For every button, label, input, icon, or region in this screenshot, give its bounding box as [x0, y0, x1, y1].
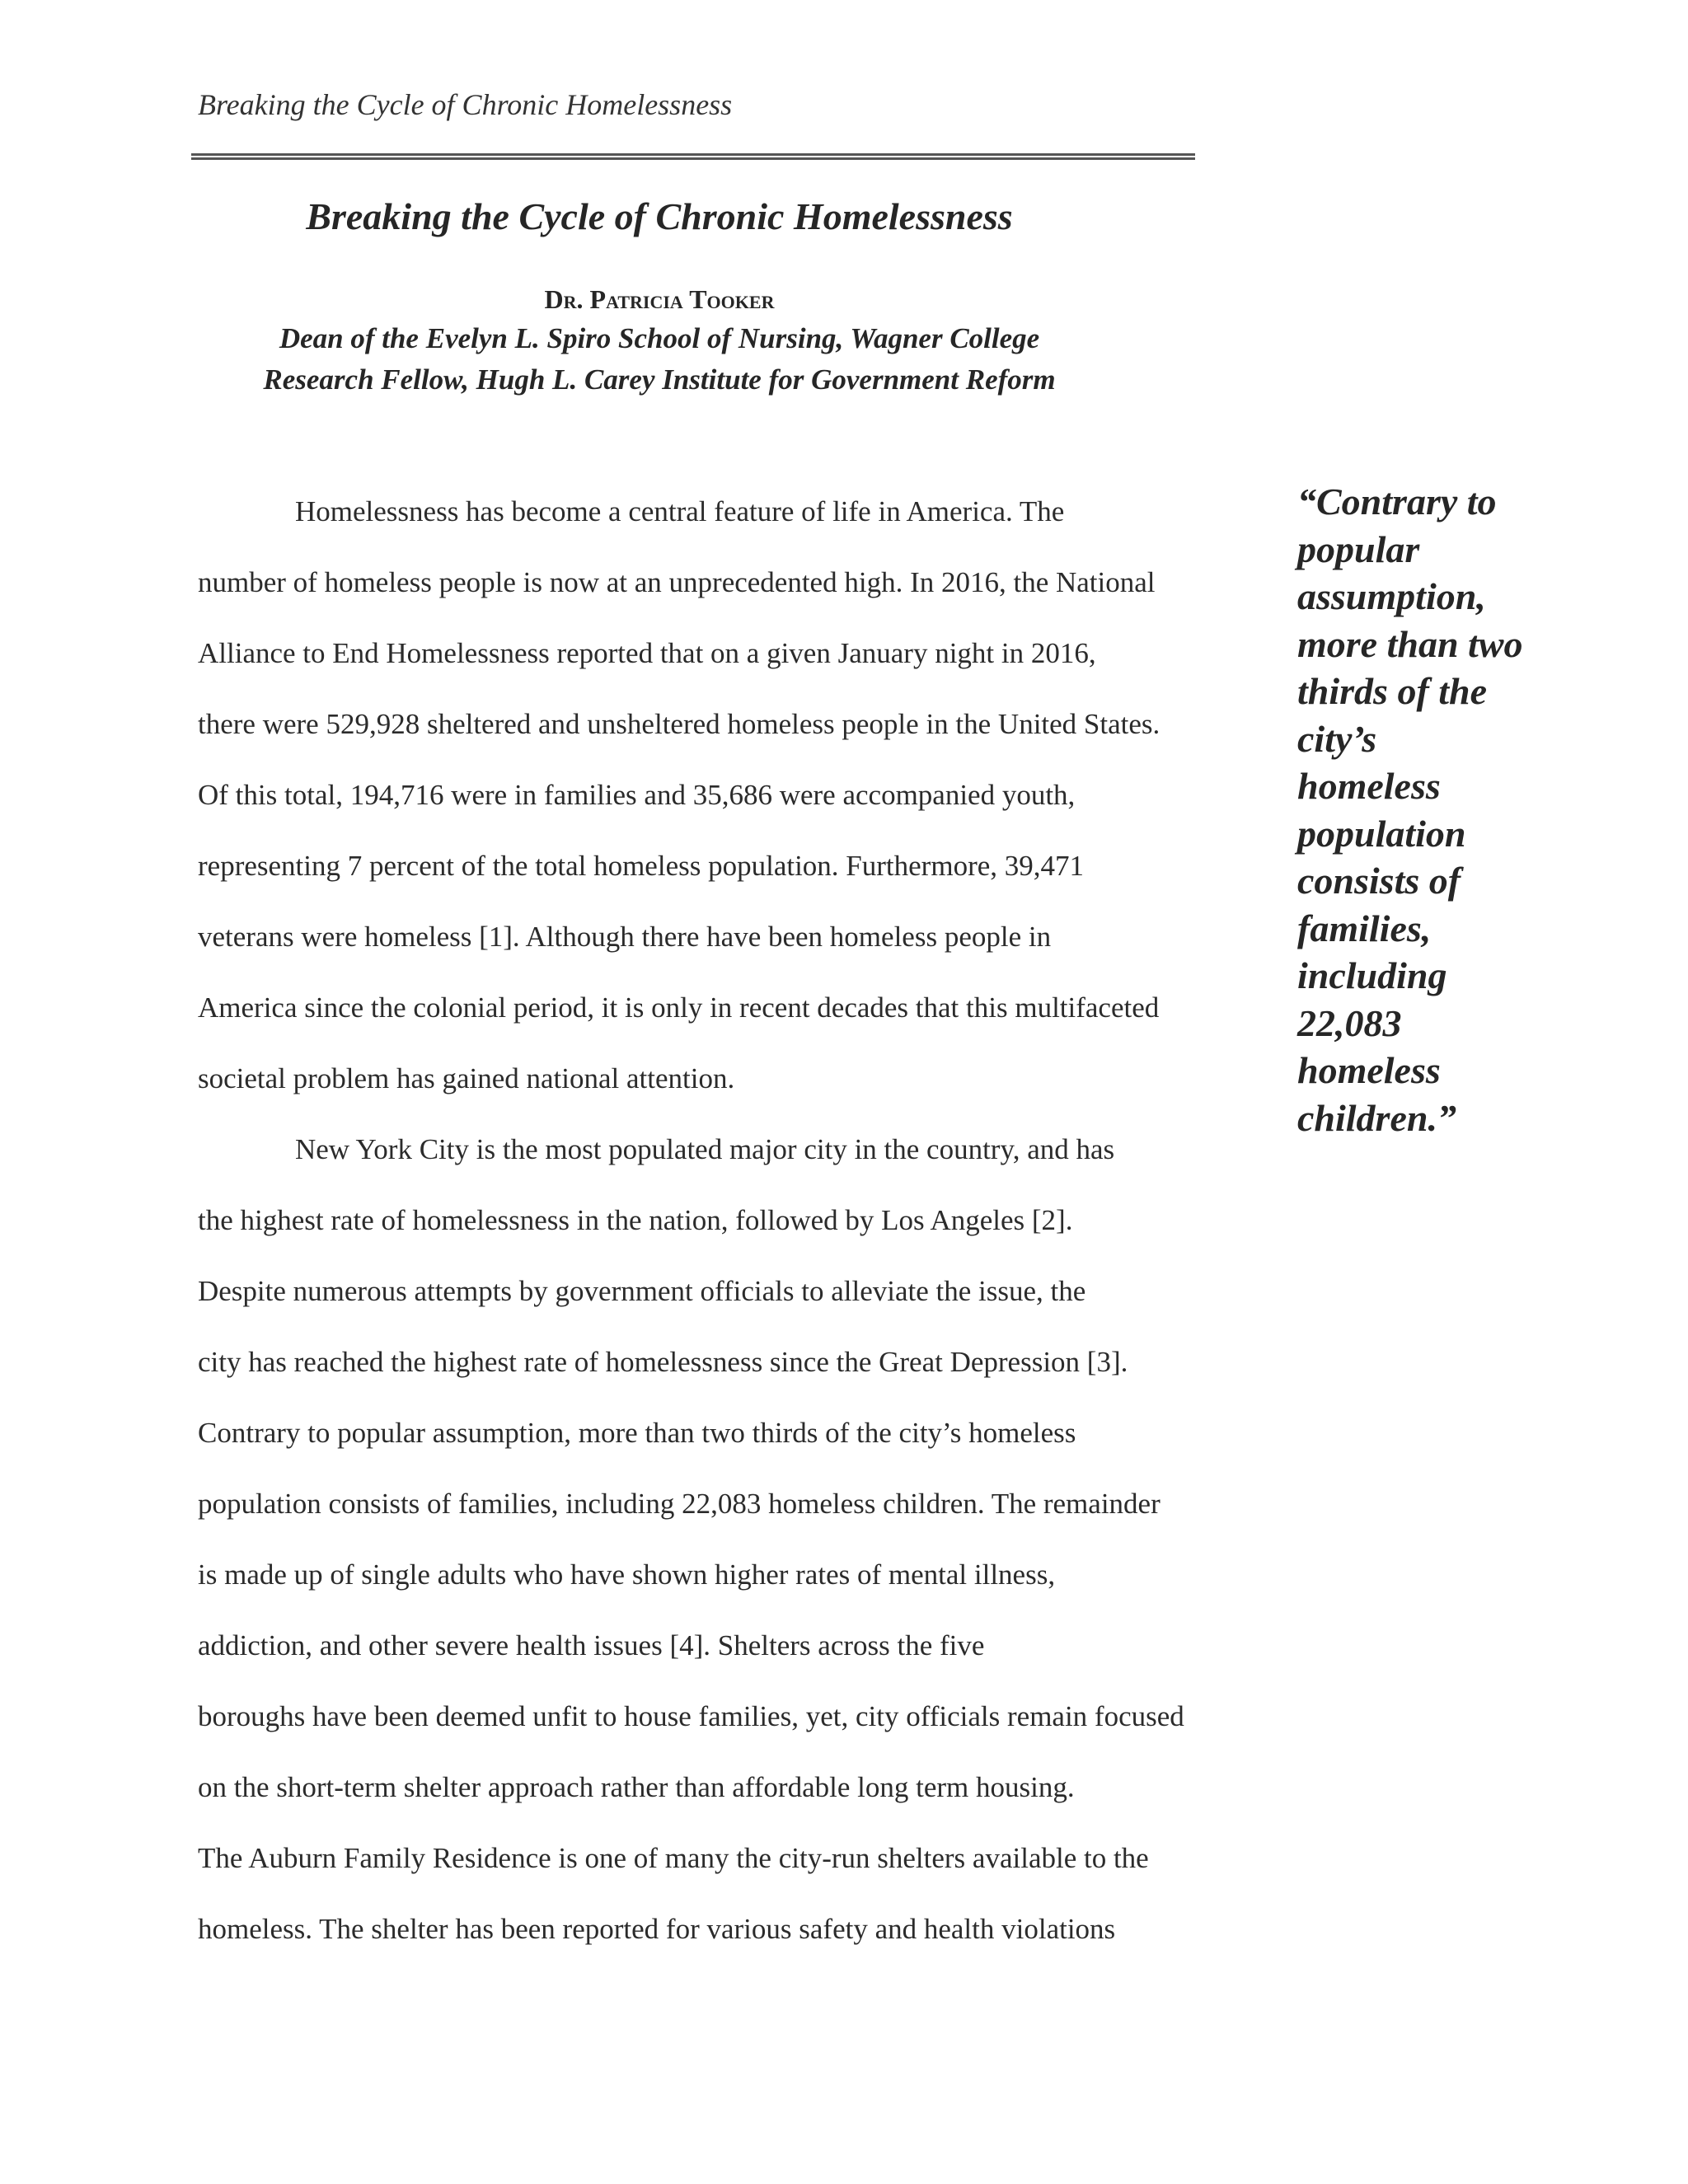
- author-block: [0, 280, 1319, 401]
- pull-quote-line: including: [1297, 954, 1447, 996]
- author-affiliation-1: Dean of the Evelyn L. Spiro School of Nursing, Wagner College: [279, 322, 1040, 354]
- body-line: Alliance to End Homelessness reported that on a given January night in 2016,: [198, 637, 1096, 669]
- body-line: America since the colonial period, it is only in recent decades that this multifaceted: [198, 991, 1160, 1024]
- body-line: Contrary to popular assumption, more than two thirds of the city’s homeless: [198, 1417, 1076, 1449]
- pull-quote-line: “Contrary to: [1297, 480, 1497, 523]
- article-body: [198, 476, 1236, 1965]
- header-double-rule: [191, 153, 1195, 160]
- body-line: addiction, and other severe health issues [4]. Shelters across the five: [198, 1629, 985, 1661]
- author-name: Dr. Patricia Tooker: [544, 284, 775, 314]
- body-line: veterans were homeless [1]. Although there have been homeless people in: [198, 921, 1052, 953]
- pull-quote-line: population: [1297, 812, 1466, 855]
- body-line: homeless. The shelter has been reported for various safety and health violations: [198, 1913, 1116, 1945]
- body-line: representing 7 percent of the total homeless population. Furthermore, 39,471: [198, 850, 1085, 882]
- pull-quote-line: homeless: [1297, 765, 1441, 807]
- body-line: societal problem has gained national attention.: [198, 1062, 735, 1094]
- author-affiliation-2: Research Fellow, Hugh L. Carey Institute for Government Reform: [263, 363, 1056, 396]
- pull-quote-line: more than two: [1297, 622, 1523, 665]
- pull-quote-line: homeless: [1297, 1049, 1441, 1091]
- pull-quote-line: assumption,: [1297, 575, 1486, 617]
- pull-quote-line: 22,083: [1297, 1001, 1402, 1044]
- body-line: city has reached the highest rate of homelessness since the Great Depression [3].: [198, 1346, 1128, 1378]
- pull-quote-line: city’s: [1297, 717, 1377, 760]
- body-line: Homelessness has become a central feature of life in America. The: [295, 495, 1065, 527]
- pull-quote-line: children.”: [1297, 1096, 1456, 1139]
- pull-quote-line: consists of: [1297, 860, 1461, 902]
- body-line: the highest rate of homelessness in the nation, followed by Los Angeles [2].: [198, 1204, 1073, 1236]
- pull-quote-line: popular: [1297, 527, 1420, 570]
- body-line: is made up of single adults who have shown higher rates of mental illness,: [198, 1558, 1056, 1591]
- body-line: Despite numerous attempts by government officials to alleviate the issue, the: [198, 1275, 1086, 1307]
- body-line: The Auburn Family Residence is one of many the city-run shelters available to the: [198, 1842, 1149, 1874]
- article-title: Breaking the Cycle of Chronic Homelessness: [306, 195, 1013, 237]
- body-line: New York City is the most populated major city in the country, and has: [295, 1133, 1115, 1165]
- body-line: number of homeless people is now at an unprecedented high. In 2016, the National: [198, 566, 1156, 598]
- pull-quote: [1297, 478, 1545, 1141]
- body-line: population consists of families, including 22,083 homeless children. The remainder: [198, 1488, 1160, 1520]
- body-line: on the short-term shelter approach rather than affordable long term housing.: [198, 1771, 1075, 1803]
- running-header: Breaking the Cycle of Chronic Homelessness: [198, 88, 733, 121]
- body-line: Of this total, 194,716 were in families and 35,686 were accompanied youth,: [198, 779, 1076, 811]
- body-line: boroughs have been deemed unfit to house families, yet, city officials remain focused: [198, 1700, 1184, 1732]
- body-line: there were 529,928 sheltered and unsheltered homeless people in the United States.: [198, 708, 1160, 740]
- pull-quote-line: families,: [1297, 907, 1432, 949]
- pull-quote-line: thirds of the: [1297, 670, 1488, 712]
